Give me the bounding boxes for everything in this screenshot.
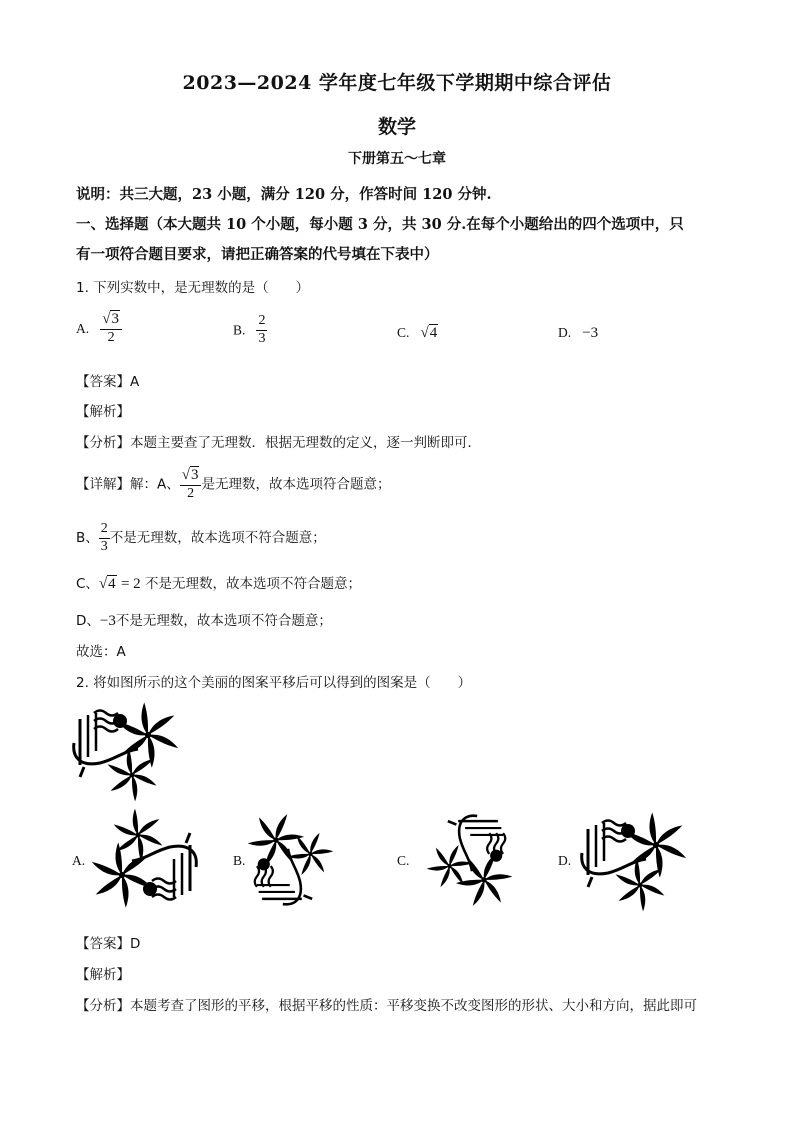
option-d-label: D.: [558, 325, 572, 340]
q1-option-d: [558, 322, 598, 342]
instructions: 说明：共三大题，23 小题，满分 120 分，作答时间 120 分钟.: [76, 186, 492, 203]
option-b-fraction: $\frac{2}{3}$: [258, 313, 266, 346]
option-a-fraction: $\frac{√3}{2}$: [100, 312, 122, 345]
option-b-label: B.: [233, 322, 246, 338]
option-c-sqrt: √4: [420, 325, 438, 341]
q1-fenxi: 【分析】本题主要查了无理数．根据无理数的定义，逐一判断即可．: [76, 435, 481, 451]
section-heading-line1: 一、选择题（本大题共 10 个小题，每小题 3 分，共 30 分.在每个小题给出的四个选项中，只: [76, 216, 684, 233]
q2-option-b-label: B.: [233, 853, 246, 868]
q2-analysis-tag: 【解析】: [76, 967, 130, 983]
q1-detail-a: 【详解】解：A、 $\frac{√3}{2}$ 是无理数，故本选项符合题意；: [76, 467, 391, 501]
scope-subtitle: 下册第五～七章: [348, 151, 446, 167]
q1-detail-b: B、 $\frac{2}{3}$ 不是无理数，故本选项不符合题意；: [76, 521, 326, 554]
q2-option-c-figure[interactable]: [415, 805, 510, 915]
q2-fenxi: 【分析】本题考查了图形的平移，根据平移的性质：平移变换不改变图形的形状、大小和方向，据此即可: [76, 998, 697, 1014]
palm-pattern-figure: [70, 705, 180, 795]
q2-option-a-label: A.: [72, 853, 86, 868]
q1-choose: 故选：A: [76, 644, 126, 660]
q1-answer: 【答案】A: [76, 374, 140, 390]
q1-detail-c: C、√4 = 2 不是无理数，故本选项不符合题意；: [76, 576, 361, 592]
q2-option-d-label: D.: [558, 853, 572, 868]
q1-option-b: [233, 314, 267, 346]
option-a-label: A.: [76, 321, 90, 337]
q2-option-d-figure[interactable]: [578, 815, 688, 905]
exam-title: 2023—2024 学年度七年级下学期期中综合评估: [182, 72, 612, 94]
subject-title: 数学: [377, 116, 416, 138]
q2-option-c-label: C.: [397, 853, 410, 868]
option-d-value: −3: [582, 325, 599, 341]
q2-answer: 【答案】D: [76, 936, 141, 952]
option-c-label: C.: [397, 325, 410, 340]
q1-stem: 1. 下列实数中，是无理数的是（ ）: [76, 280, 310, 296]
q2-option-b-figure[interactable]: [250, 805, 345, 915]
q2-stem: 2. 将如图所示的这个美丽的图案平移后可以得到的图案是（ ）: [76, 675, 472, 691]
q1-option-a: [76, 312, 122, 345]
q2-option-a-figure[interactable]: [90, 815, 200, 905]
section-heading-line2: 有一项符合题目要求，请把正确答案的代号填在下表中）: [76, 246, 439, 263]
q1-detail-d: D、−3不是无理数，故本选项不符合题意；: [76, 613, 332, 629]
q1-analysis-tag: 【解析】: [76, 404, 130, 420]
q1-option-c: [397, 322, 438, 342]
